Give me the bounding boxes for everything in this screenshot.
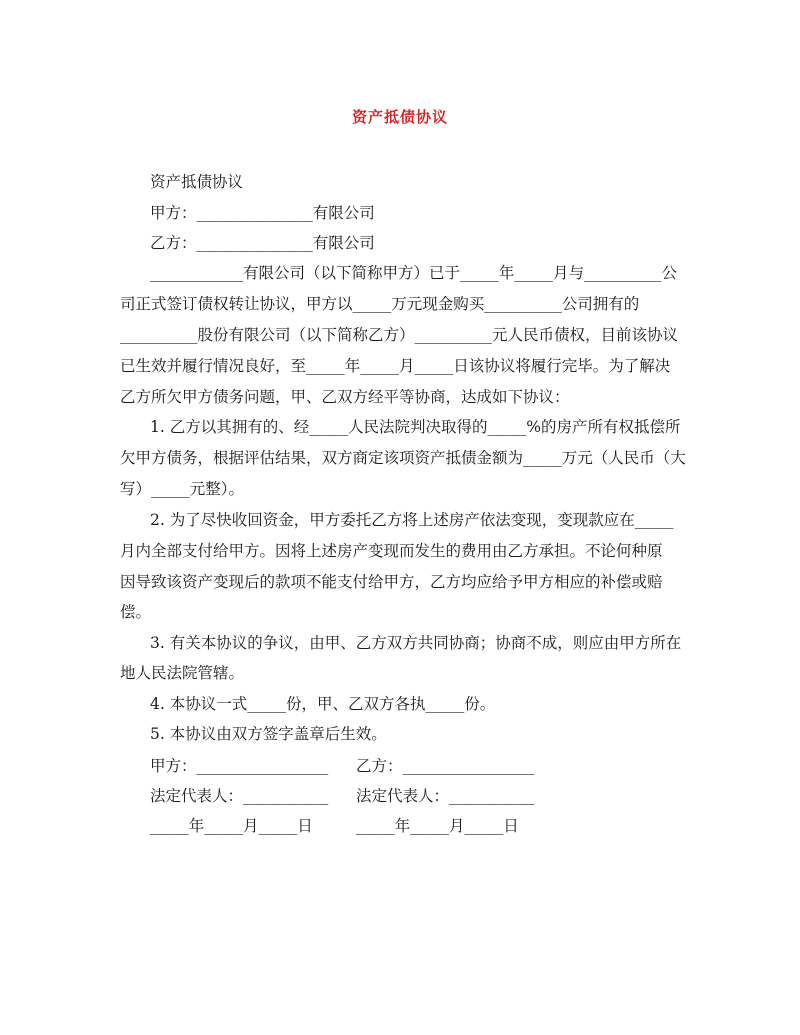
signature-party-b: 乙方：_________________ (356, 757, 535, 775)
heading-text: 资产抵债协议 (150, 173, 244, 191)
clause-4-line: 4. 本协议一式_____份，甲、乙双方各执_____份。 (150, 695, 496, 713)
date-party-b: _____年_____月_____日 (356, 817, 519, 835)
clause-3-line: 3. 有关本协议的争议，由甲、乙方双方共同协商；协商不成，则应由甲方所在 (150, 634, 682, 652)
signature-party-a: 甲方：_________________ (150, 757, 329, 775)
clause-2-line: 2. 为了尽快收回资金，甲方委托乙方将上述房产依法变现，变现款应在_____ (150, 511, 674, 529)
clause-2-line: 因导致该资产变现后的款项不能支付给甲方，乙方均应给予甲方相应的补偿或赔 (120, 573, 663, 591)
intro-line: __________股份有限公司（以下简称乙方）__________元人民币债权，目前该协议 (120, 326, 679, 344)
representative-a: 法定代表人：___________ (150, 787, 329, 805)
clause-1-line: 1. 乙方以其拥有的、经_____人民法院判决取得的_____%的房产所有权抵偿所 (150, 418, 681, 436)
date-party-a: _____年_____月_____日 (150, 817, 313, 835)
intro-line: 司正式签订债权转让协议，甲方以_____万元现金购买__________公司拥有的 (120, 295, 640, 313)
clause-2-line: 偿。 (120, 603, 152, 621)
document-title: 资产抵债协议 (351, 108, 448, 126)
clause-5-line: 5. 本协议由双方签字盖章后生效。 (150, 725, 387, 743)
clause-3-line: 地人民法院管辖。 (120, 664, 245, 682)
intro-line: ____________有限公司（以下简称甲方）已于_____年_____月与__________公 (150, 264, 678, 282)
clause-2-line: 月内全部支付给甲方。因将上述房产变现而发生的费用由乙方承担。不论何种原 (120, 542, 663, 560)
party-b-line: 乙方：_______________有限公司 (150, 234, 375, 252)
clause-1-line: 写）_____元整）。 (120, 480, 245, 498)
party-a-line: 甲方：_______________有限公司 (150, 204, 375, 222)
intro-line: 乙方所欠甲方债务问题，甲、乙双方经平等协商，达成如下协议： (120, 388, 570, 406)
clause-1-line: 欠甲方债务，根据评估结果，双方商定该项资产抵债金额为_____万元（人民币（大 (120, 449, 686, 467)
representative-b: 法定代表人：___________ (356, 787, 535, 805)
intro-line: 已生效并履行情况良好，至_____年_____月_____日该协议将履行完毕。为了解决 (120, 357, 671, 375)
